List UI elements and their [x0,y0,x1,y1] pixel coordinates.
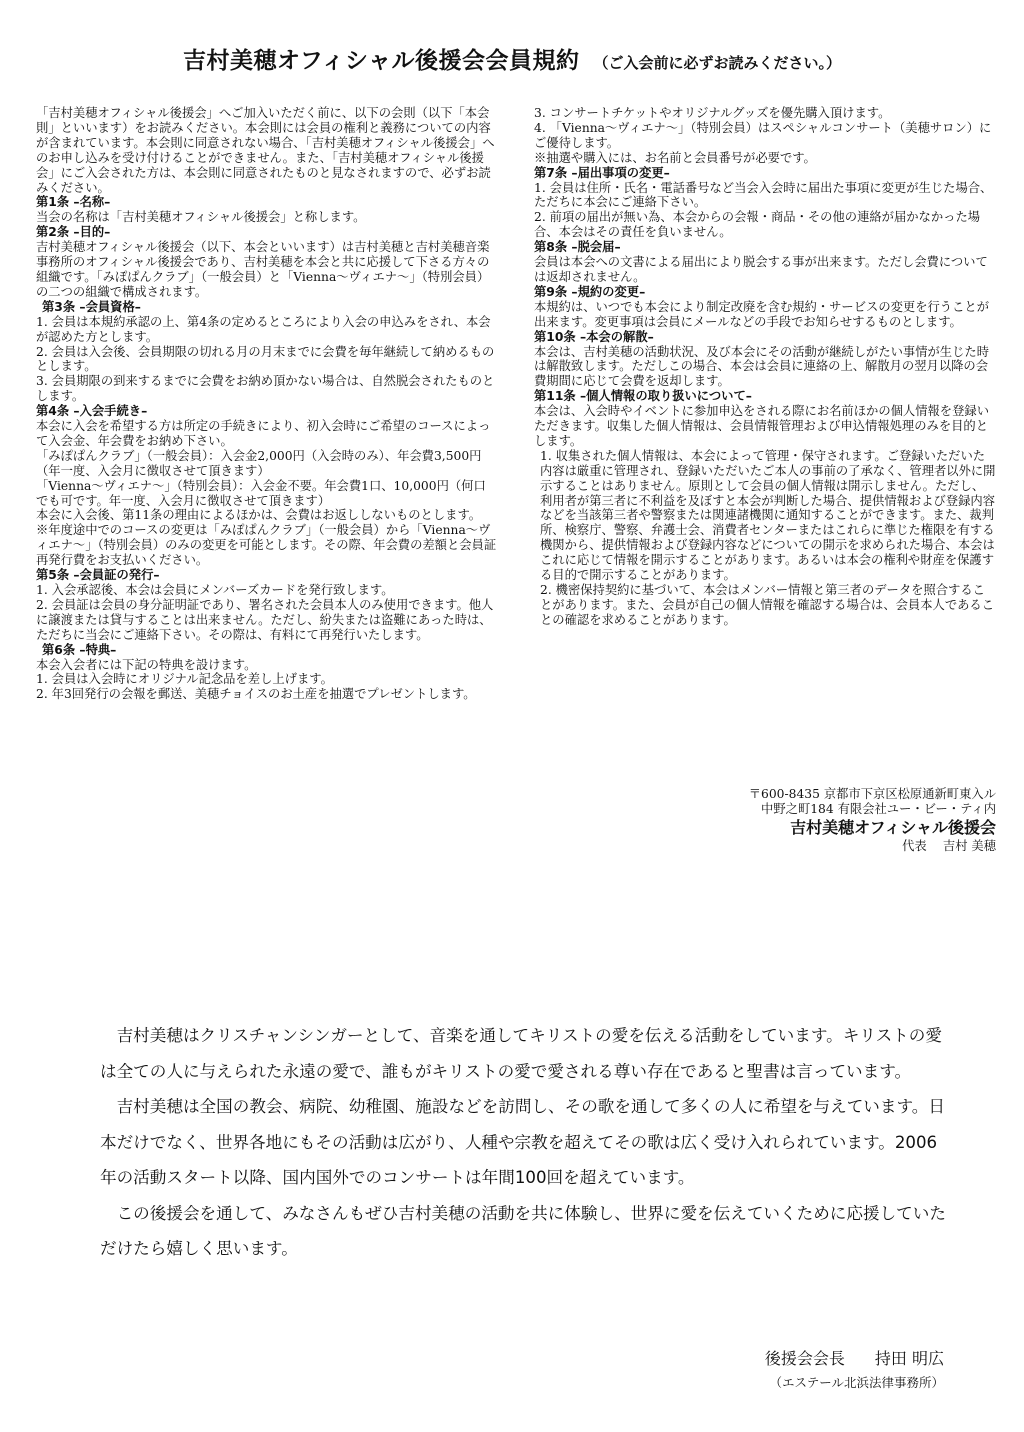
article-2-text: 吉村美穂オフィシャル後援会（以下、本会といいます）は吉村美穂と吉村美穂音楽事務所のオフィシャル後援会であり、吉村美穂を本会と共に応援して下さる方々の組織です。「みぽぱんクラブ」（一般会員）と「Vienna～ヴィエナ～」（特別会員）の二つの組織で構成されます。 [36,240,490,299]
article-5-item-2: 2. 会員証は会員の身分証明証であり、署名された会員本人のみ使用できます。他人に譲渡または貸与することは出来ません。ただし、紛失または盗難にあった時は、ただちに当会にご連絡下さい。その際は、有料にて再発行いたします。 [36,597,494,642]
article-7-item-2: 2. 前項の届出が無い為、本会からの会報・商品・その他の連絡が届かなかった場合、本会はその責任を負いません。 [534,210,981,240]
page-title: 吉村美穂オフィシャル後援会会員規約 [182,48,580,74]
organization-address [576,787,996,854]
address-line-1: 〒600-8435 京都市下京区松原通新町東入ル [748,787,996,801]
article-6-item-4: 4. 「Vienna～ヴィエナ～」（特別会員）はスペシャルコンサート（美穂サロン）にご優待します。 [534,120,992,150]
representative: 代表 吉村 美穂 [902,839,996,853]
signature-block [765,1346,944,1394]
organization-name: 吉村美穂オフィシャル後援会 [790,818,996,837]
signature-title: 後援会会長 [764,1349,845,1368]
article-3-item-3: 3. 会員期限の到来するまでに会費をお納め頂かない場合は、自然脱会されたものとします。 [36,374,495,404]
message-paragraph-1: 吉村美穂はクリスチャンシンガーとして、音楽を通してキリストの愛を伝える活動をしています。キリストの愛は全ての人に与えられた永遠の愛で、誰もがキリストの愛で愛される尊い存在であると聖書は言っています。 [100,1026,942,1081]
article-4-special-fee: 「Vienna～ヴィエナ～」（特別会員）：入会金不要。年会費1口、10,000円（何口でも可です。年一度、入会月に徴収させて頂きます） [36,478,486,508]
article-4-text: 本会に入会を希望する方は所定の手続きにより、初入会時にご希望のコースによって入会金、年会費をお納め下さい。 [36,419,491,448]
signature-firm: （エステール北浜法律事務所） [769,1375,944,1390]
article-3-item-2: 2. 会員は入会後、会員期限の切れる月の月末までに会費を毎年継続して納めるものとします。 [36,344,495,374]
message-paragraph-2: 吉村美穂は全国の教会、病院、幼稚園、施設などを訪問し、その歌を通して多くの人に希望を与えています。日本だけでなく、世界各地にもその活動は広がり、人種や宗教を超えてその歌は広く受け入れられています。2006年の活動スタート以降、国内国外でのコンサートは年間100回を超えています。 [100,1097,945,1187]
intro-paragraph: 「吉村美穂オフィシャル後援会」へご加入いただく前に、以下の会則（以下「本会則」といいます）をお読みください。本会則には会員の権利と義務についての内容が含まれています。本会則に同意されない場合、「吉村美穂オフィシャル後援会」へのお申し込みを受け付けることができません。また、「吉村美穂オフィシャル後援会」にご入会された方は、本会則に同意されたものと見なされますので、必ずお読みください。 [36,106,495,195]
article-9-text: 本規約は、いつでも本会により制定改廃を含む規約・サービスの変更を行うことが出来ます。変更事項は会員にメールなどの手段でお知らせするものとします。 [534,299,989,329]
article-6-text: 本会入会者には下記の特典を設けます。 [36,657,257,672]
article-4-refund: 本会に入会後、第11条の理由によるほかは、会費はお返ししないものとします。 [36,508,482,523]
article-11-text: 本会は、入会時やイベントに参加申込をされる際にお名前ほかの個人情報を登録いただきます。収集した個人情報は、会員情報管理および申込情報処理のみを目的とします。 [534,404,989,448]
article-11-item-2: 2. 機密保持契約に基づいて、本会はメンバー情報と第三者のデータを照合することがあります。また、会員が自己の個人情報を確認する場合は、会員本人であることの確認を求めることがあります。 [540,583,995,627]
article-7-heading: 第7条 –届出事項の変更– [534,165,670,180]
article-4-general-fee: 「みぽぱんクラブ」（一般会員）：入会金2,000円（入会時のみ）、年会費3,500円（年一度、入会月に徴収させて頂きます） [36,448,482,478]
article-9-heading: 第9条 –規約の変更– [534,284,646,299]
title-row [0,42,1024,75]
article-3-heading: 第3条 –会員資格– [42,299,141,314]
article-6-item-1: 1. 会員は入会時にオリジナル記念品を差し上げます。 [36,672,333,687]
article-8-heading: 第8条 –脱会届– [534,240,621,255]
article-6-item-2: 2. 年3回発行の会報を郵送、美穂チョイスのお土産を抽選でプレゼントします。 [36,687,476,702]
article-11-item-1: 1. 収集された個人情報は、本会によって管理・保守されます。ご登録いただいた内容は厳重に管理され、登録いただいたご本人の事前の了承なく、管理者以外に開示することはありません。原則として会員の個人情報は開示しません。ただし、利用者が第三者に不利益を及ぼすと本会が判断した場合、提供情報および登録内容などを当該第三者や警察または関連諸機関に通知することができます。また、裁判所、検察庁、警察、弁護士会、消費者センターまたはこれらに準じた権限を有する機関から、提供情報および登録内容などについての開示を求められた場合、本会はこれに応じて情報を開示することがあります。あるいは本会の権利や財産を保護する目的で開示することがあります。 [540,448,996,583]
title-note: （ご入会前に必ずお読みください。） [593,54,842,72]
article-7-item-1: 1. 会員は住所・氏名・電話番号など当会入会時に届出た事項に変更が生じた場合、ただちに本会にご連絡下さい。 [534,180,993,210]
address-line-2: 中野之町184 有限会社ユー・ビー・ティ内 [761,802,996,816]
article-8-text: 会員は本会への文書による届出により脱会する事が出来ます。ただし会費については返却されません。 [534,255,988,284]
article-5-heading: 第5条 –会員証の発行– [36,568,160,583]
rules-right-column [534,106,996,628]
article-1-text: 当会の名称は「吉村美穂オフィシャル後援会」と称します。 [36,210,366,225]
message-paragraph-3: この後援会を通して、みなさんもぜひ吉村美穂の活動を共に体験し、世界に愛を伝えていくために応援していただけたら嬉しく思います。 [100,1203,946,1258]
signature-name: 持田 明広 [874,1349,944,1368]
supporter-message [100,1018,948,1267]
article-10-text: 本会は、吉村美穂の活動状況、及び本会にその活動が継続しがたい事情が生じた時は解散致します。ただしこの場合、本会は会員に連絡の上、解散月の翌月以降の会費期間に応じて会費を返却します。 [534,344,989,389]
article-6-heading: 第6条 –特典– [42,642,117,657]
article-4-note: ※年度途中でのコースの変更は「みぽぱんクラブ」（一般会員）から「Vienna～ヴィエナ～」（特別会員）のみの変更を可能とします。その際、年会費の差額と会員証再発行費をお支払いください。 [36,523,497,568]
article-1-heading: 第1条 –名称– [36,195,111,210]
article-5-item-1: 1. 入会承認後、本会は会員にメンバーズカードを発行致します。 [36,583,394,597]
rules-left-column [36,106,498,702]
article-2-heading: 第2条 –目的– [36,225,111,240]
signature-line [765,1346,944,1372]
article-11-heading: 第11条 –個人情報の取り扱いについて– [534,389,752,404]
article-4-heading: 第4条 –入会手続き– [36,404,148,419]
article-6-item-3: 3. コンサートチケットやオリジナルグッズを優先購入頂けます。 [534,106,891,120]
article-6-note: ※抽選や購入には、お名前と会員番号が必要です。 [534,150,816,165]
article-3-item-1: 1. 会員は本規約承認の上、第4条の定めるところにより入会の申込みをされ、本会が認めた方とします。 [36,314,491,344]
article-10-heading: 第10条 –本会の解散– [534,329,654,344]
